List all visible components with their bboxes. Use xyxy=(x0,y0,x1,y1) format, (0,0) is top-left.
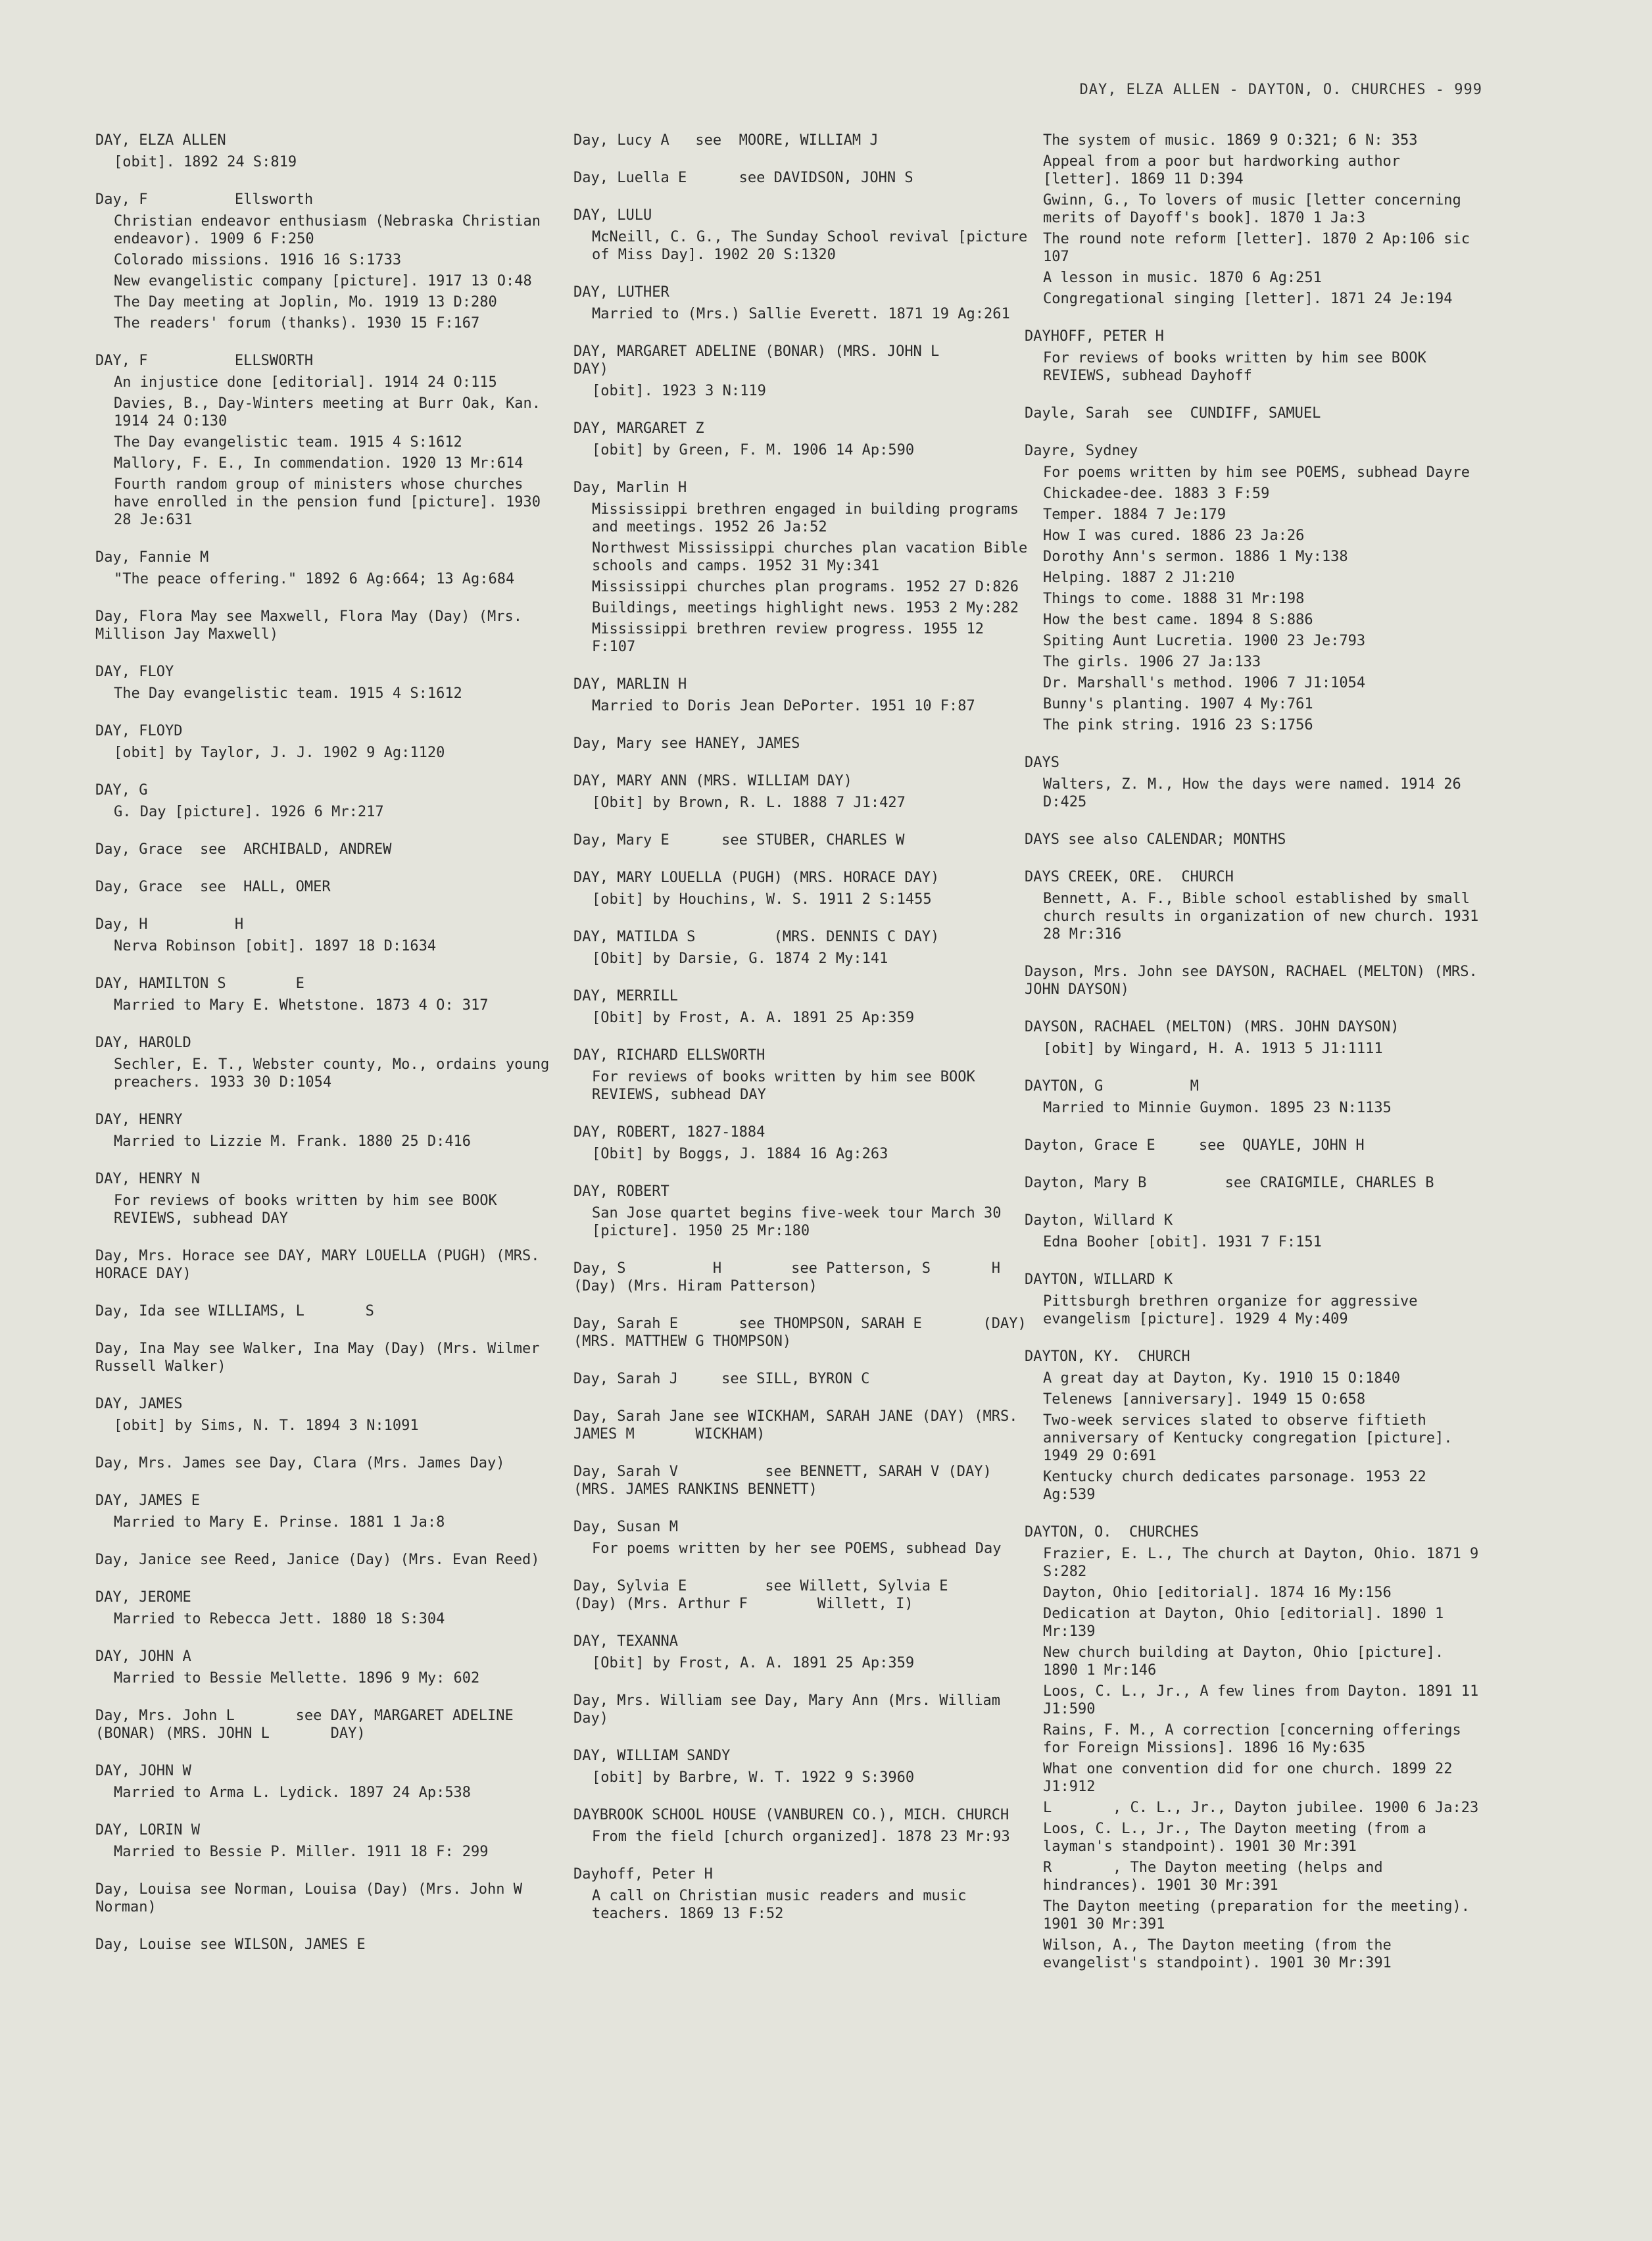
entry-heading: Day, Ina May see Walker, Ina May (Day) (Mrs. Wilmer Russell Walker) xyxy=(95,1341,548,1375)
entry-heading: Day, Grace see HALL, OMER xyxy=(95,879,331,895)
index-entry xyxy=(95,975,556,1014)
entry-heading: DAYTON, WILLARD K xyxy=(1025,1271,1173,1288)
entry-heading: Day, F Ellsworth xyxy=(95,191,314,208)
index-entry xyxy=(1025,1523,1488,1972)
entry-citation: For reviews of books written by him see BOOK REVIEWS, subhead DAY xyxy=(114,1193,506,1227)
entry-citation: Davies, B., Day-Winters meeting at Burr Oak, Kan. 1914 24 O:130 xyxy=(114,395,550,430)
entry-citation: Married to Mary E. Prinse. 1881 1 Ja:8 xyxy=(114,1514,445,1531)
entry-citation: [obit] by Barbre, W. T. 1922 9 S:3960 xyxy=(592,1769,915,1786)
entry-heading: DAY, MARY LOUELLA (PUGH) (MRS. HORACE DAY) xyxy=(573,870,940,886)
entry-citation: The Day meeting at Joplin, Mo. 1919 13 D:280 xyxy=(114,294,497,310)
entry-citation: Married to (Mrs.) Sallie Everett. 1871 19 Ag:261 xyxy=(592,306,1010,322)
entry-heading: Day, Luella E see DAVIDSON, JOHN S xyxy=(573,170,913,186)
entry-citation: "The peace offering." 1892 6 Ag:664; 13 Ag:684 xyxy=(114,571,515,587)
entry-heading: DAY, JEROME xyxy=(95,1589,191,1606)
index-entry xyxy=(95,1247,556,1283)
entry-citation: Bennett, A. F., Bible school established by small church results in organization of new church. 1931 28 Mr:316 xyxy=(1043,891,1488,943)
index-entry xyxy=(95,878,556,896)
entry-citation: Mississippi brethren review progress. 1955 12 F:107 xyxy=(592,621,993,655)
index-entry xyxy=(573,1260,1061,1295)
entry-heading: Day, Mrs. James see Day, Clara (Mrs. James Day) xyxy=(95,1455,505,1471)
index-entry xyxy=(573,831,1034,849)
index-entry xyxy=(573,1315,1034,1350)
index-entry xyxy=(1025,442,1485,734)
entry-citation: Married to Bessie Mellette. 1896 9 My: 602 xyxy=(114,1670,480,1687)
index-entry xyxy=(573,869,1034,908)
entry-citation: How I was cured. 1886 23 Ja:26 xyxy=(1043,528,1305,544)
entry-heading: DAY, MATILDA S (MRS. DENNIS C DAY) xyxy=(573,929,940,945)
entry-heading: DAY, HAROLD xyxy=(95,1035,191,1051)
entry-heading: DAY, LULU xyxy=(573,207,652,224)
entry-citation: G. Day [picture]. 1926 6 Mr:217 xyxy=(114,804,384,820)
index-entry xyxy=(1025,1077,1485,1117)
entry-citation: [Obit] by Brown, R. L. 1888 7 J1:427 xyxy=(592,795,906,811)
entry-citation: Married to Lizzie M. Frank. 1880 25 D:416 xyxy=(114,1133,472,1150)
index-entry xyxy=(573,479,1034,656)
entry-heading: DAY, JAMES E xyxy=(95,1492,200,1509)
index-entry xyxy=(95,1551,556,1569)
index-entry xyxy=(573,1865,1034,1923)
index-entry xyxy=(95,1821,556,1861)
entry-citation: Loos, C. L., Jr., A few lines from Dayton. 1891 11 J1:590 xyxy=(1043,1683,1488,1717)
entry-citation: What one convention did for one church. 1899 22 J1:912 xyxy=(1043,1761,1461,1795)
index-entry xyxy=(1025,328,1485,385)
entry-citation: From the field [church organized]. 1878 23 Mr:93 xyxy=(592,1829,1010,1845)
entry-heading: DAYTON, KY. CHURCH xyxy=(1025,1348,1190,1365)
index-entry xyxy=(95,608,556,643)
index-entry xyxy=(95,1170,556,1227)
entry-citation: New church building at Dayton, Ohio [picture]. 1890 1 Mr:146 xyxy=(1043,1644,1453,1679)
entry-citation: For poems written by him see POEMS, subhead Dayre xyxy=(1043,464,1470,481)
index-entry xyxy=(573,343,1034,400)
entry-heading: Day, Ida see WILLIAMS, L S xyxy=(95,1303,374,1319)
entry-citation: [obit] by Green, F. M. 1906 14 Ap:590 xyxy=(592,442,915,458)
entry-heading: DAY, ROBERT, 1827-1884 xyxy=(573,1124,765,1141)
page-header: DAY, ELZA ALLEN - DAYTON, O. CHURCHES - 999 xyxy=(1079,82,1482,98)
entry-citation: R , The Dayton meeting (helps and hindrances). 1901 30 Mr:391 xyxy=(1043,1859,1392,1894)
index-entry xyxy=(573,207,1034,264)
index-entry xyxy=(573,1370,1034,1388)
entry-heading: DAYS CREEK, ORE. CHURCH xyxy=(1025,869,1234,885)
entry-heading: Day, S H see Patterson, S H (Day) (Mrs. Hiram Patterson) xyxy=(573,1260,1061,1294)
index-entry xyxy=(1025,1018,1485,1058)
entry-citation: Fourth random group of ministers whose churches have enrolled in the pension fund [picture]. 1930 28 Je:631 xyxy=(114,476,550,528)
index-entry xyxy=(573,1806,1034,1846)
entry-citation: L , C. L., Jr., Dayton jubilee. 1900 6 Ja:23 xyxy=(1043,1800,1479,1816)
entry-heading: DAYTON, O. CHURCHES xyxy=(1025,1524,1199,1540)
index-entry xyxy=(573,1183,1034,1240)
index-entry xyxy=(95,132,556,171)
index-column-1 xyxy=(95,132,601,1973)
entry-citation: Congregational singing [letter]. 1871 24 Je:194 xyxy=(1043,291,1453,307)
entry-citation: Northwest Mississippi churches plan vacation Bible schools and camps. 1952 31 My:341 xyxy=(592,540,1036,574)
index-entry xyxy=(1025,1137,1485,1154)
entry-heading: DAY, G xyxy=(95,782,148,799)
index-entry xyxy=(573,1408,1034,1443)
entry-citation: Mallory, F. E., In commendation. 1920 13 Mr:614 xyxy=(114,455,523,472)
index-entry xyxy=(1025,405,1485,422)
entry-citation: Wilson, A., The Dayton meeting (from the evangelist's standpoint). 1901 30 Mr:391 xyxy=(1043,1937,1401,1971)
entry-citation: Telenews [anniversary]. 1949 15 O:658 xyxy=(1043,1391,1366,1408)
entry-heading: Dayton, Willard K xyxy=(1025,1212,1173,1229)
entry-heading: DAY, JOHN A xyxy=(95,1648,191,1665)
entry-heading: DAY, MARGARET Z xyxy=(573,420,704,437)
entry-heading: Day, Sarah J see SILL, BYRON C xyxy=(573,1371,870,1387)
entry-citation: [obit]. 1923 3 N:119 xyxy=(592,383,766,399)
entry-heading: DAY, ROBERT xyxy=(573,1183,669,1200)
index-entry xyxy=(95,1648,556,1687)
index-column-2 xyxy=(573,132,1061,1942)
index-entry xyxy=(1025,831,1485,849)
index-entry xyxy=(95,1881,601,1916)
entry-heading: DAY, MERRILL xyxy=(573,988,678,1004)
index-entry xyxy=(95,916,556,955)
entry-heading: Day, H H xyxy=(95,916,244,933)
index-entry xyxy=(95,191,556,332)
entry-citation: San Jose quartet begins five-week tour March 30 [picture]. 1950 25 Mr:180 xyxy=(592,1205,1010,1239)
entry-citation: Chickadee-dee. 1883 3 F:59 xyxy=(1043,485,1270,502)
entry-heading: DAY, MARLIN H xyxy=(573,676,687,693)
entry-heading: DAY, ELZA ALLEN xyxy=(95,132,226,149)
entry-heading: Day, Flora May see Maxwell, Flora May (Day) (Mrs. Millison Jay Maxwell) xyxy=(95,608,531,643)
entry-citation: Nerva Robinson [obit]. 1897 18 D:1634 xyxy=(114,938,437,954)
entry-citation: [Obit] by Boggs, J. 1884 16 Ag:263 xyxy=(592,1146,888,1162)
index-entry xyxy=(95,1111,556,1150)
entry-heading: DAYS see also CALENDAR; MONTHS xyxy=(1025,831,1286,848)
index-entry xyxy=(573,1047,1034,1104)
entry-citation: The pink string. 1916 23 S:1756 xyxy=(1043,717,1313,733)
entry-heading: DAY, HENRY xyxy=(95,1112,183,1128)
entry-citation: Bunny's planting. 1907 4 My:761 xyxy=(1043,696,1313,712)
index-entry xyxy=(1025,1348,1485,1504)
entry-citation: McNeill, C. G., The Sunday School revival [picture of Miss Day]. 1902 20 S:1320 xyxy=(592,229,1036,263)
entry-heading: DAY, TEXANNA xyxy=(573,1633,678,1650)
entry-heading: Day, Susan M xyxy=(573,1519,678,1535)
entry-heading: DAY, LORIN W xyxy=(95,1822,200,1838)
entry-heading: DAYS xyxy=(1025,754,1059,771)
entry-citation: [obit] by Sims, N. T. 1894 3 N:1091 xyxy=(114,1417,419,1434)
entry-citation: Married to Doris Jean DePorter. 1951 10 F:87 xyxy=(592,698,975,714)
entry-heading: DAY, JOHN W xyxy=(95,1763,191,1779)
entry-citation: Dr. Marshall's method. 1906 7 J1:1054 xyxy=(1043,675,1366,691)
index-entry xyxy=(95,549,556,588)
index-entry xyxy=(95,1492,556,1531)
entry-citation: Walters, Z. M., How the days were named. 1914 26 D:425 xyxy=(1043,776,1470,810)
entry-citation: Dorothy Ann's sermon. 1886 1 My:138 xyxy=(1043,549,1348,565)
entry-citation: [obit] by Wingard, H. A. 1913 5 J1:1111 xyxy=(1043,1041,1383,1057)
entry-citation: The readers' forum (thanks). 1930 15 F:167 xyxy=(114,315,480,332)
index-column-3 xyxy=(1025,132,1488,1992)
index-entry xyxy=(573,987,1034,1027)
index-entry xyxy=(95,1762,556,1802)
entry-citation: Mississippi brethren engaged in building programs and meetings. 1952 26 Ja:52 xyxy=(592,501,1028,535)
index-entry xyxy=(573,1577,1034,1613)
index-entry xyxy=(573,1518,1034,1558)
entry-heading: Day, Mrs. Horace see DAY, MARY LOUELLA (PUGH) (MRS. HORACE DAY) xyxy=(95,1248,548,1282)
entry-heading: Day, Sarah E see THOMPSON, SARAH E (DAY) (MRS. MATTHEW G THOMPSON) xyxy=(573,1316,1035,1350)
index-entry xyxy=(95,1395,556,1435)
entry-citation: For poems written by her see POEMS, subhead Day xyxy=(592,1540,1002,1557)
entry-heading: Day, Fannie M xyxy=(95,549,209,566)
entry-heading: DAYSON, RACHAEL (MELTON) (MRS. JOHN DAYSON) xyxy=(1025,1019,1399,1035)
entry-citation: [obit] by Houchins, W. S. 1911 2 S:1455 xyxy=(592,891,932,908)
entry-heading: Day, Sarah V see BENNETT, SARAH V (DAY) (MRS. JAMES RANKINS BENNETT) xyxy=(573,1464,1001,1498)
entry-heading: Day, Mrs. John L see DAY, MARGARET ADELINE (BONAR) (MRS. JOHN L DAY) xyxy=(95,1708,523,1742)
index-entry xyxy=(573,1463,1034,1498)
entry-heading: Day, Sylvia E see Willett, Sylvia E (Day) (Mrs. Arthur F Willett, I) xyxy=(573,1578,1009,1612)
entry-heading: Day, Mary E see STUBER, CHARLES W xyxy=(573,832,905,849)
entry-citation: [Obit] by Darsie, G. 1874 2 My:141 xyxy=(592,950,888,967)
entry-citation: Gwinn, G., To lovers of music [letter concerning merits of Dayoff's book]. 1870 1 Ja:3 xyxy=(1043,192,1470,226)
index-entry xyxy=(1025,1271,1485,1328)
index-entry xyxy=(95,663,556,702)
entry-citation: Spiting Aunt Lucretia. 1900 23 Je:793 xyxy=(1043,633,1366,649)
entry-citation: The system of music. 1869 9 O:321; 6 N: 353 xyxy=(1043,132,1418,149)
entry-heading: DAY, FLOYD xyxy=(95,723,183,739)
entry-citation: Buildings, meetings highlight news. 1953 2 My:282 xyxy=(592,600,1019,616)
entry-citation: Helping. 1887 2 J1:210 xyxy=(1043,570,1235,586)
entry-citation: Kentucky church dedicates parsonage. 1953 22 Ag:539 xyxy=(1043,1469,1436,1503)
entry-heading: Day, Mrs. William see Day, Mary Ann (Mrs. William Day) xyxy=(573,1692,1009,1727)
entry-heading: DAYHOFF, PETER H xyxy=(1025,328,1164,345)
entry-heading: DAY, WILLIAM SANDY xyxy=(573,1748,731,1764)
entry-heading: DAY, HAMILTON S E xyxy=(95,975,304,992)
index-entry xyxy=(573,1747,1034,1786)
entry-heading: Day, Marlin H xyxy=(573,480,687,496)
entry-citation: Christian endeavor enthusiasm (Nebraska Christian endeavor). 1909 6 F:250 xyxy=(114,213,550,247)
entry-heading: Day, Louise see WILSON, JAMES E xyxy=(95,1936,366,1953)
entry-citation: Married to Mary E. Whetstone. 1873 4 O: 317 xyxy=(114,997,489,1014)
entry-heading: DAY, FLOY xyxy=(95,664,174,680)
entry-heading: Dayre, Sydney xyxy=(1025,443,1138,459)
entry-heading: Dayson, Mrs. John see DAYSON, RACHAEL (MELTON) (MRS. JOHN DAYSON) xyxy=(1025,964,1486,998)
entry-citation: [obit]. 1892 24 S:819 xyxy=(114,154,297,170)
entry-citation: Rains, F. M., A correction [concerning offerings for Foreign Missions]. 1896 16 My:635 xyxy=(1043,1722,1470,1756)
entry-heading: Dayhoff, Peter H xyxy=(573,1866,713,1883)
index-entry xyxy=(95,722,556,762)
entry-heading: DAYBROOK SCHOOL HOUSE (VANBUREN CO.), MICH. CHURCH xyxy=(573,1807,1009,1823)
entry-citation: Colorado missions. 1916 16 S:1733 xyxy=(114,252,402,268)
index-entry xyxy=(1025,132,1485,308)
index-entry xyxy=(573,928,1034,968)
entry-citation: How the best came. 1894 8 S:886 xyxy=(1043,612,1313,628)
index-entry xyxy=(95,781,556,821)
entry-heading: Day, Louisa see Norman, Louisa (Day) (Mrs. John W Norman) xyxy=(95,1881,601,1915)
entry-citation: The Day evangelistic team. 1915 4 S:1612 xyxy=(114,434,462,451)
index-entry xyxy=(1025,754,1485,811)
entry-citation: Pittsburgh brethren organize for aggressive evangelism [picture]. 1929 4 My:409 xyxy=(1043,1293,1426,1327)
index-entry xyxy=(573,169,1034,187)
entry-heading: Day, Mary see HANEY, JAMES xyxy=(573,735,800,752)
index-entry xyxy=(95,352,556,529)
entry-heading: DAY, LUTHER xyxy=(573,284,669,301)
entry-heading: Dayton, Mary B see CRAIGMILE, CHARLES B xyxy=(1025,1175,1434,1191)
entry-heading: Day, Sarah Jane see WICKHAM, SARAH JANE (DAY) (MRS. JAMES M WICKHAM) xyxy=(573,1408,1027,1442)
entry-heading: DAYTON, G M xyxy=(1025,1078,1199,1095)
entry-heading: Dayle, Sarah see CUNDIFF, SAMUEL xyxy=(1025,405,1321,422)
index-entry xyxy=(573,1633,1034,1672)
entry-heading: Day, Lucy A see MOORE, WILLIAM J xyxy=(573,132,879,149)
entry-citation: Two-week services slated to observe fiftieth anniversary of Kentucky congregation [picture]. 1949 29 O:691 xyxy=(1043,1412,1461,1464)
entry-citation: For reviews of books written by him see BOOK REVIEWS, subhead DAY xyxy=(592,1069,984,1103)
index-entry xyxy=(573,283,1034,323)
index-entry xyxy=(95,1340,556,1375)
index-entry xyxy=(573,132,1034,149)
entry-heading: DAY, MARGARET ADELINE (BONAR) (MRS. JOHN L DAY) xyxy=(573,343,1001,378)
entry-heading: Day, Janice see Reed, Janice (Day) (Mrs. Evan Reed) xyxy=(95,1552,540,1568)
entry-citation: Things to come. 1888 31 Mr:198 xyxy=(1043,591,1305,607)
entry-citation: Edna Booher [obit]. 1931 7 F:151 xyxy=(1043,1234,1322,1250)
entry-citation: Married to Rebecca Jett. 1880 18 S:304 xyxy=(114,1611,445,1627)
index-entry xyxy=(95,841,556,858)
index-entry xyxy=(95,1936,556,1954)
entry-heading: DAY, JAMES xyxy=(95,1396,183,1412)
entry-citation: Married to Bessie P. Miller. 1911 18 F: 299 xyxy=(114,1844,489,1860)
index-entry xyxy=(95,1588,556,1628)
entry-heading: DAY, RICHARD ELLSWORTH xyxy=(573,1047,765,1064)
entry-heading: Day, Grace see ARCHIBALD, ANDREW xyxy=(95,841,392,858)
entry-citation: The Day evangelistic team. 1915 4 S:1612 xyxy=(114,685,462,702)
entry-citation: [Obit] by Frost, A. A. 1891 25 Ap:359 xyxy=(592,1010,915,1026)
index-entry xyxy=(573,1692,1034,1727)
entry-citation: Mississippi churches plan programs. 1952 27 D:826 xyxy=(592,579,1019,595)
index-entry xyxy=(95,1302,556,1320)
entry-citation: [Obit] by Frost, A. A. 1891 25 Ap:359 xyxy=(592,1655,915,1671)
index-entry xyxy=(95,1707,556,1742)
entry-citation: Loos, C. L., Jr., The Dayton meeting (from a layman's standpoint). 1901 30 Mr:391 xyxy=(1043,1821,1436,1855)
index-entry xyxy=(1025,868,1488,943)
entry-citation: New evangelistic company [picture]. 1917 13 O:48 xyxy=(114,273,532,289)
index-entry xyxy=(1025,1212,1485,1251)
index-entry xyxy=(95,1454,556,1472)
index-entry xyxy=(1025,1174,1485,1192)
entry-heading: Dayton, Grace E see QUAYLE, JOHN H xyxy=(1025,1137,1365,1154)
index-entry xyxy=(95,1034,556,1091)
entry-citation: A call on Christian music readers and music teachers. 1869 13 F:52 xyxy=(592,1888,975,1922)
entry-citation: [obit] by Taylor, J. J. 1902 9 Ag:1120 xyxy=(114,745,445,761)
entry-citation: The round note reform [letter]. 1870 2 Ap:106 sic 107 xyxy=(1043,231,1479,265)
index-entry xyxy=(573,735,1034,752)
index-entry xyxy=(573,420,1034,459)
entry-citation: Dayton, Ohio [editorial]. 1874 16 My:156 xyxy=(1043,1585,1392,1601)
entry-citation: An injustice done [editorial]. 1914 24 O:115 xyxy=(114,374,497,391)
entry-citation: Sechler, E. T., Webster county, Mo., ordains young preachers. 1933 30 D:1054 xyxy=(114,1056,558,1091)
entry-heading: DAY, MARY ANN (MRS. WILLIAM DAY) xyxy=(573,773,852,789)
index-entry xyxy=(1025,963,1485,998)
entry-citation: For reviews of books written by him see BOOK REVIEWS, subhead Dayhoff xyxy=(1043,350,1436,384)
index-entry xyxy=(573,676,1034,715)
entry-citation: The Dayton meeting (preparation for the meeting). 1901 30 Mr:391 xyxy=(1043,1898,1479,1933)
entry-citation: Appeal from a poor but hardworking author [letter]. 1869 11 D:394 xyxy=(1043,153,1409,187)
index-entry xyxy=(573,772,1034,812)
entry-citation: A lesson in music. 1870 6 Ag:251 xyxy=(1043,270,1322,286)
index-entry xyxy=(573,1123,1034,1163)
entry-citation: The girls. 1906 27 Ja:133 xyxy=(1043,654,1261,670)
entry-citation: Married to Minnie Guymon. 1895 23 N:1135 xyxy=(1043,1100,1392,1116)
entry-heading: DAY, HENRY N xyxy=(95,1171,200,1187)
entry-citation: Frazier, E. L., The church at Dayton, Ohio. 1871 9 S:282 xyxy=(1043,1546,1488,1580)
entry-citation: Temper. 1884 7 Je:179 xyxy=(1043,506,1227,523)
entry-heading: DAY, F ELLSWORTH xyxy=(95,353,314,369)
entry-citation: Dedication at Dayton, Ohio [editorial]. 1890 1 Mr:139 xyxy=(1043,1606,1453,1640)
entry-citation: A great day at Dayton, Ky. 1910 15 O:1840 xyxy=(1043,1370,1401,1387)
entry-citation: Married to Arma L. Lydick. 1897 24 Ap:538 xyxy=(114,1785,472,1801)
